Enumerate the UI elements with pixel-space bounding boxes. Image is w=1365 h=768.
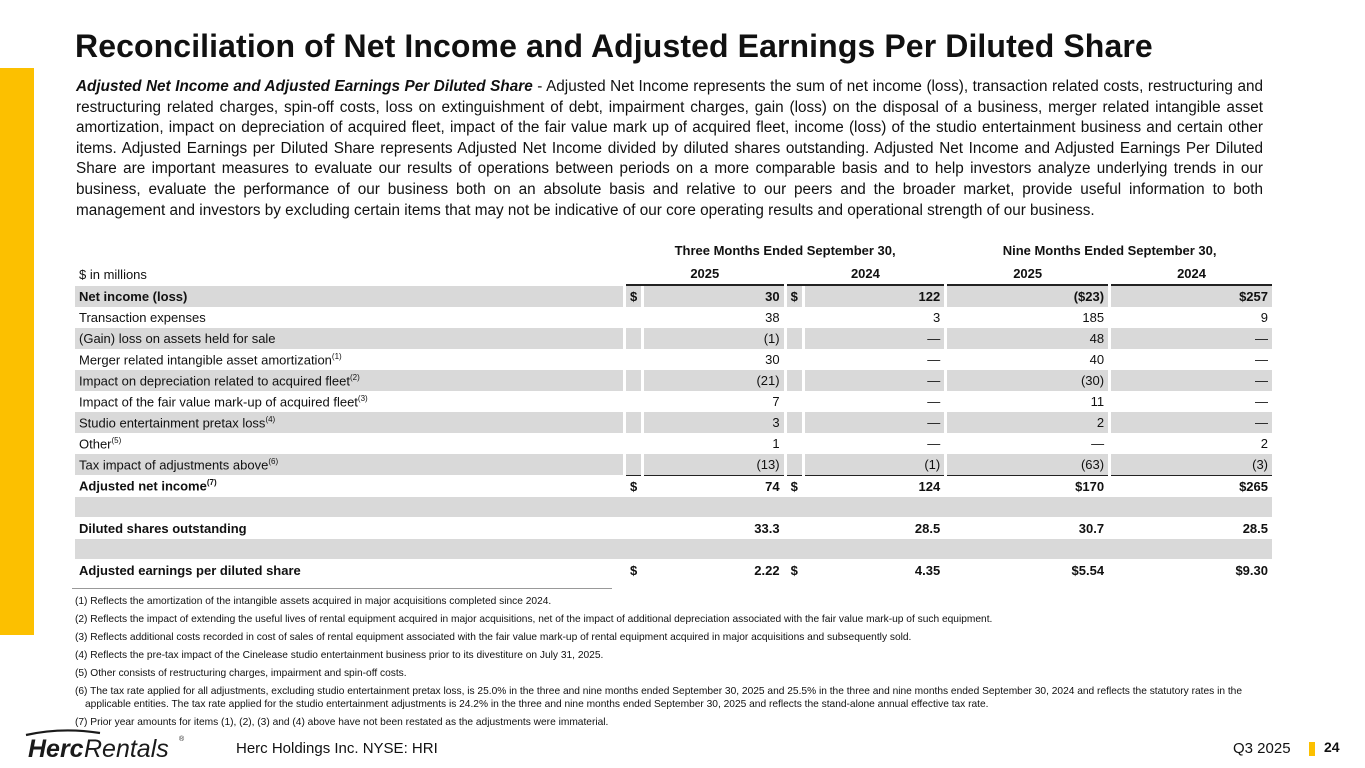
intro-bold-lead: Adjusted Net Income and Adjusted Earnings Per Diluted Share xyxy=(76,78,533,95)
footnote-4: (4) Reflects the pre-tax impact of the Cinelease studio entertainment business prior to its divestiture on July 31, 2025. xyxy=(75,650,604,661)
year-header-3m-2025: 2025 xyxy=(626,262,784,286)
logo-herc-text: Herc xyxy=(28,735,84,763)
year-header-9m-2024: 2024 xyxy=(1111,262,1272,286)
intro-text: - Adjusted Net Income represents the sum of net income (loss), transaction related costs, restructuring and restructuring related charges, spin-off costs, loss on extinguishment of debt, impairment charges, gain (loss) on the disposal of a business, merger related intangible asset amortization, impact on depreciation of acquired fleet, impact of the fair value mark up of acquired fleet, income (loss) of the studio entertainment business and certain other items. Adjusted Earnings per Diluted Share represents Adjusted Net Income divided by diluted shares outstanding. Adjusted Net Income and Adjusted Earnings Per Diluted Share are important measures to evaluate our results of operations between periods on a more comparable basis and to help investors analyze underlying trends in our business, evaluate the performance of our business both on an absolute basis and relative to our peers and the broader market, provide useful information to both management and investors by excluding certain items that may not be indicative of our core operating results and operational strength of our business. xyxy=(76,78,1263,219)
page-number: 24 xyxy=(1324,739,1340,755)
footnotes xyxy=(75,593,1275,732)
logo-rentals-text: Rentals xyxy=(84,735,169,763)
table-row-adjusted-eps: Adjusted earnings per diluted share $ 2.22 $ 4.35 $5.54 $9.30 xyxy=(79,562,1268,578)
intro-paragraph xyxy=(76,77,1263,221)
year-header-9m-2025: 2025 xyxy=(947,262,1108,286)
footnote-3: (3) Reflects additional costs recorded in cost of sales of rental equipment associated with the fair value mark-up of rental equipment acquired in major acquisitions and subsequently sold. xyxy=(75,632,912,643)
accent-sidebar-bar xyxy=(0,68,34,635)
group-header-three-months: Three Months Ended September 30, xyxy=(674,242,896,258)
group-header-nine-months: Nine Months Ended September 30, xyxy=(1002,242,1217,258)
table-row-gain-loss-assets: (Gain) loss on assets held for sale (1) — 48 — xyxy=(75,328,1272,349)
footnote-1: (1) Reflects the amortization of the intangible assets acquired in major acquisitions completed since 2024. xyxy=(75,596,552,607)
table-spacer-row xyxy=(75,497,1272,517)
page-title: Reconciliation of Net Income and Adjusted Earnings Per Diluted Share xyxy=(75,28,1153,64)
footnote-2: (2) Reflects the impact of extending the useful lives of rental equipment acquired in major acquisitions, net of the impact of additional depreciation associated with the fair value mark-up of such equipment. xyxy=(75,614,993,625)
unit-label: $ in millions xyxy=(79,266,147,282)
footnote-5: (5) Other consists of restructuring charges, impairment and spin-off costs. xyxy=(75,668,407,679)
page-accent-mark xyxy=(1309,742,1315,756)
table-row-studio-loss: Studio entertainment pretax loss$^{(4)}$ 3 — 2 — xyxy=(75,412,1272,433)
table-row-diluted-shares: Diluted shares outstanding 33.3 28.5 30.7 28.5 xyxy=(79,520,1268,536)
table-row-merger-amortization: Merger related intangible asset amortization$^{(1)}$ 30 — 40 — xyxy=(79,351,1268,368)
table-year-header-row xyxy=(75,262,1272,286)
table-row-other: Other$^{(5)}$ 1 — — 2 xyxy=(79,435,1268,452)
table-spacer-row xyxy=(75,539,1272,559)
herc-rentals-logo xyxy=(22,727,192,763)
quarter-label: Q3 2025 xyxy=(1233,740,1291,757)
table-row-net-income: Net income (loss) $ 30 $ 122 ($23) $257 xyxy=(75,286,1272,307)
table-row-tax-impact: Tax impact of adjustments above$^{(6)}$ (13) (1) (63) (3) xyxy=(75,454,1272,475)
footnote-6: (6) The tax rate applied for all adjustments, excluding studio entertainment pretax loss, is 25.0% in the three and nine months ended September 30, 2025 and 25.5% in the three and nine months ended September 30, 2024 and reflects the statutory rates in the applicable entities. The tax rate applied for the studio entertainment adjustments is 24.2% in the three and nine months ended September 30, 2025 and reflects the stand-alone annual effective tax rate. xyxy=(75,686,1243,710)
table-row-adjusted-net-income: Adjusted net income$^{(7)}$ $ 74 $ 124 $170 $265 xyxy=(75,475,1272,497)
table-group-header-row xyxy=(75,238,1272,262)
logo-registered-mark: ® xyxy=(179,736,185,743)
footnote-divider xyxy=(72,588,612,589)
year-header-3m-2024: 2024 xyxy=(787,262,945,286)
company-ticker: Herc Holdings Inc. NYSE: HRI xyxy=(236,740,438,757)
table-row-fair-value-markup: Impact of the fair value mark-up of acquired fleet$^{(3)}$ 7 — 11 — xyxy=(79,393,1268,410)
table-row-depreciation-impact: Impact on depreciation related to acquired fleet$^{(2)}$ (21) — (30) — xyxy=(75,370,1272,391)
reconciliation-table xyxy=(72,238,1275,581)
footnote-7: (7) Prior year amounts for items (1), (2), (3) and (4) above have not been restated as the adjustments were immaterial. xyxy=(75,717,609,728)
table-row-transaction-expenses: Transaction expenses 38 3 185 9 xyxy=(79,310,1268,325)
